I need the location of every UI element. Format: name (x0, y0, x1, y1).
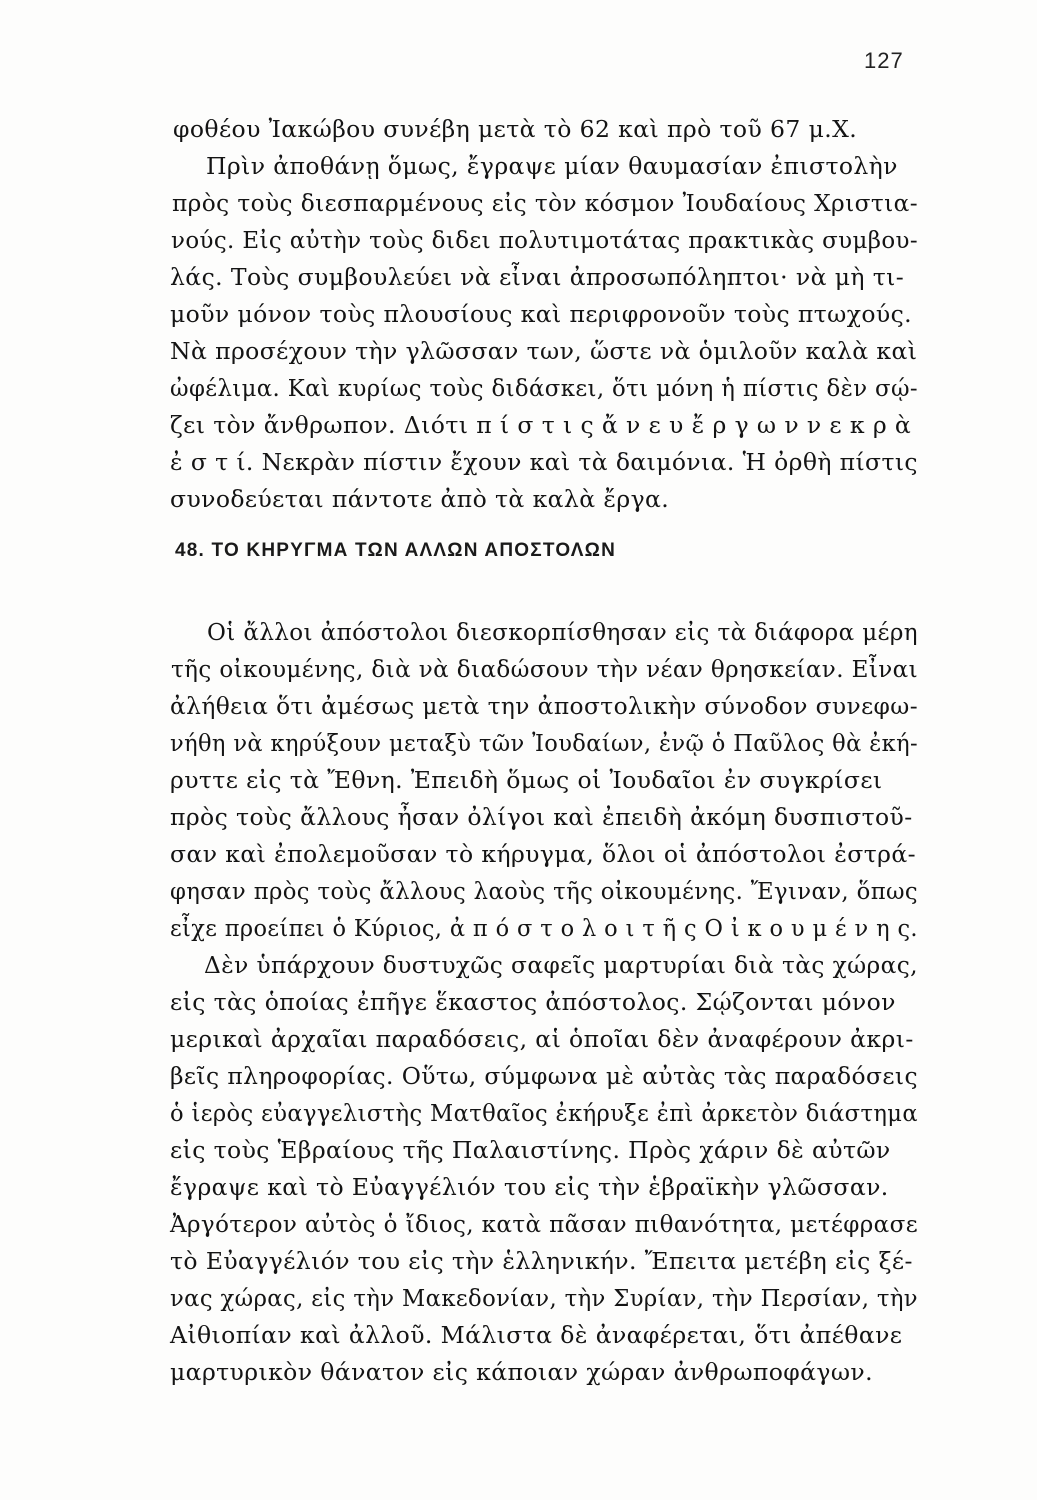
text-line: τῆς οἰκουμένης, διὰ νὰ διαδώσουν τὴν νέαν θρησκείαν. Εἶναι (171, 655, 919, 683)
text-line: εἶχε προείπει ὁ Κύριος, ἀ π ό σ τ ο λ ο ι τ ῆ ς Ο ἰ κ ο υ μ έ ν η ς. (170, 914, 918, 942)
text-line: μερικαὶ ἀρχαῖαι παραδόσεις, αἱ ὁποῖαι δὲν ἀναφέρουν ἀκρι- (170, 1025, 914, 1053)
text-line: ζει τὸν ἄνθρωπον. Διότι π ί σ τ ι ς ἄ ν ε υ ἔ ρ γ ω ν ν ε κ ρ ὰ (170, 411, 912, 439)
text-line: ἀλήθεια ὅτι ἀμέσως μετὰ την ἀποστολικὴν σύνοδον συνεφω- (170, 692, 918, 720)
text-line: νούς. Εἰς αὐτὴν τοὺς διδει πολυτιμοτάτας πρακτικὰς συμβου- (171, 226, 919, 254)
text-line: ὠφέλιμα. Καὶ κυρίως τοὺς διδάσκει, ὅτι μόνη ἡ πίστις δὲν σῴ- (170, 374, 919, 402)
text-line: βεῖς πληροφορίας. Οὕτω, σύμφωνα μὲ αὐτὰς τὰς παραδόσεις (170, 1062, 918, 1090)
text-line: μαρτυρικὸν θάνατον εἰς κάποιαν χώραν ἀνθρωποφάγων. (170, 1358, 873, 1386)
text-line: εἰς τὰς ὁποίας ἐπῆγε ἕκαστος ἀπόστολος. Σῴζονται μόνον (170, 988, 896, 1016)
text-line: πρὸς τοὺς ἄλλους ἦσαν ὀλίγοι καὶ ἐπειδὴ ἀκόμη δυσπιστοῦ- (170, 803, 913, 831)
text-line: ρυττε εἰς τὰ Ἔθνη. Ἐπειδὴ ὅμως οἱ Ἰουδαῖοι ἐν συγκρίσει (170, 766, 883, 794)
text-line: ἐ σ τ ί. Νεκρὰν πίστιν ἔχουν καὶ τὰ δαιμόνια. Ἡ ὀρθὴ πίστις (170, 448, 918, 476)
text-line: φοθέου Ἰακώβου συνέβη μετὰ τὸ 62 καὶ πρὸ τοῦ 67 μ.Χ. (173, 115, 858, 143)
text-line: ὁ ἱερὸς εὐαγγελιστὴς Ματθαῖος ἐκήρυξε ἐπὶ ἀρκετὸν διάστημα (170, 1099, 919, 1127)
text-line: Αἰθιοπίαν καὶ ἀλλοῦ. Μάλιστα δὲ ἀναφέρεται, ὅτι ἀπέθανε (170, 1321, 903, 1349)
text-line: Νὰ προσέχουν τὴν γλῶσσαν των, ὥστε νὰ ὁμιλοῦν καλὰ καὶ (170, 337, 918, 365)
text-line: Πρὶν ἀποθάνῃ ὅμως, ἔγραψε μίαν θαυμασίαν ἐπιστολὴν (206, 152, 898, 180)
text-line: Δὲν ὑπάρχουν δυστυχῶς σαφεῖς μαρτυρίαι διὰ τὰς χώρας, (204, 951, 918, 979)
text-line: φησαν πρὸς τοὺς ἄλλους λαοὺς τῆς οἰκουμένης. Ἔγιναν, ὅπως (170, 877, 919, 905)
page-number: 127 (864, 48, 904, 73)
text-line: νήθη νὰ κηρύξουν μεταξὺ τῶν Ἰουδαίων, ἐνῷ ὁ Παῦλος θὰ ἐκή- (170, 729, 919, 757)
text-line: Οἱ ἄλλοι ἀπόστολοι διεσκορπίσθησαν εἰς τὰ διάφορα μέρη (207, 618, 918, 646)
text-line: πρὸς τοὺς διεσπαρμένους εἰς τὸν κόσμον Ἰουδαίους Χριστια- (172, 189, 918, 217)
text-line: Ἀργότερον αὐτὸς ὁ ἴδιος, κατὰ πᾶσαν πιθανότητα, μετέφρασε (170, 1210, 919, 1238)
section-heading: 48. ΤΟ ΚΗΡΥΓΜΑ ΤΩΝ ΑΛΛΩΝ ΑΠΟΣΤΟΛΩΝ (175, 540, 617, 561)
text-line: τὸ Εὐαγγέλιόν του εἰς τὴν ἑλληνικήν. Ἔπειτα μετέβη εἰς ξέ- (170, 1247, 913, 1275)
text-line: εἰς τοὺς Ἑβραίους τῆς Παλαιστίνης. Πρὸς χάριν δὲ αὐτῶν (170, 1136, 891, 1164)
text-line: ἔγραψε καὶ τὸ Εὐαγγέλιόν του εἰς τὴν ἑβραϊκὴν γλῶσσαν. (170, 1173, 889, 1201)
text-line: συνοδεύεται πάντοτε ἀπὸ τὰ καλὰ ἔργα. (170, 485, 670, 513)
text-line: λάς. Τοὺς συμβουλεύει νὰ εἶναι ἀπροσωπόληπτοι· νὰ μὴ τι- (170, 263, 905, 291)
text-line: μοῦν μόνον τοὺς πλουσίους καὶ περιφρονοῦν τοὺς πτωχούς. (170, 300, 912, 328)
text-line: σαν καὶ ἐπολεμοῦσαν τὸ κήρυγμα, ὅλοι οἱ ἀπόστολοι ἐστρά- (170, 840, 916, 868)
text-line: νας χώρας, εἰς τὴν Μακεδονίαν, τὴν Συρίαν, τὴν Περσίαν, τὴν (170, 1284, 918, 1312)
